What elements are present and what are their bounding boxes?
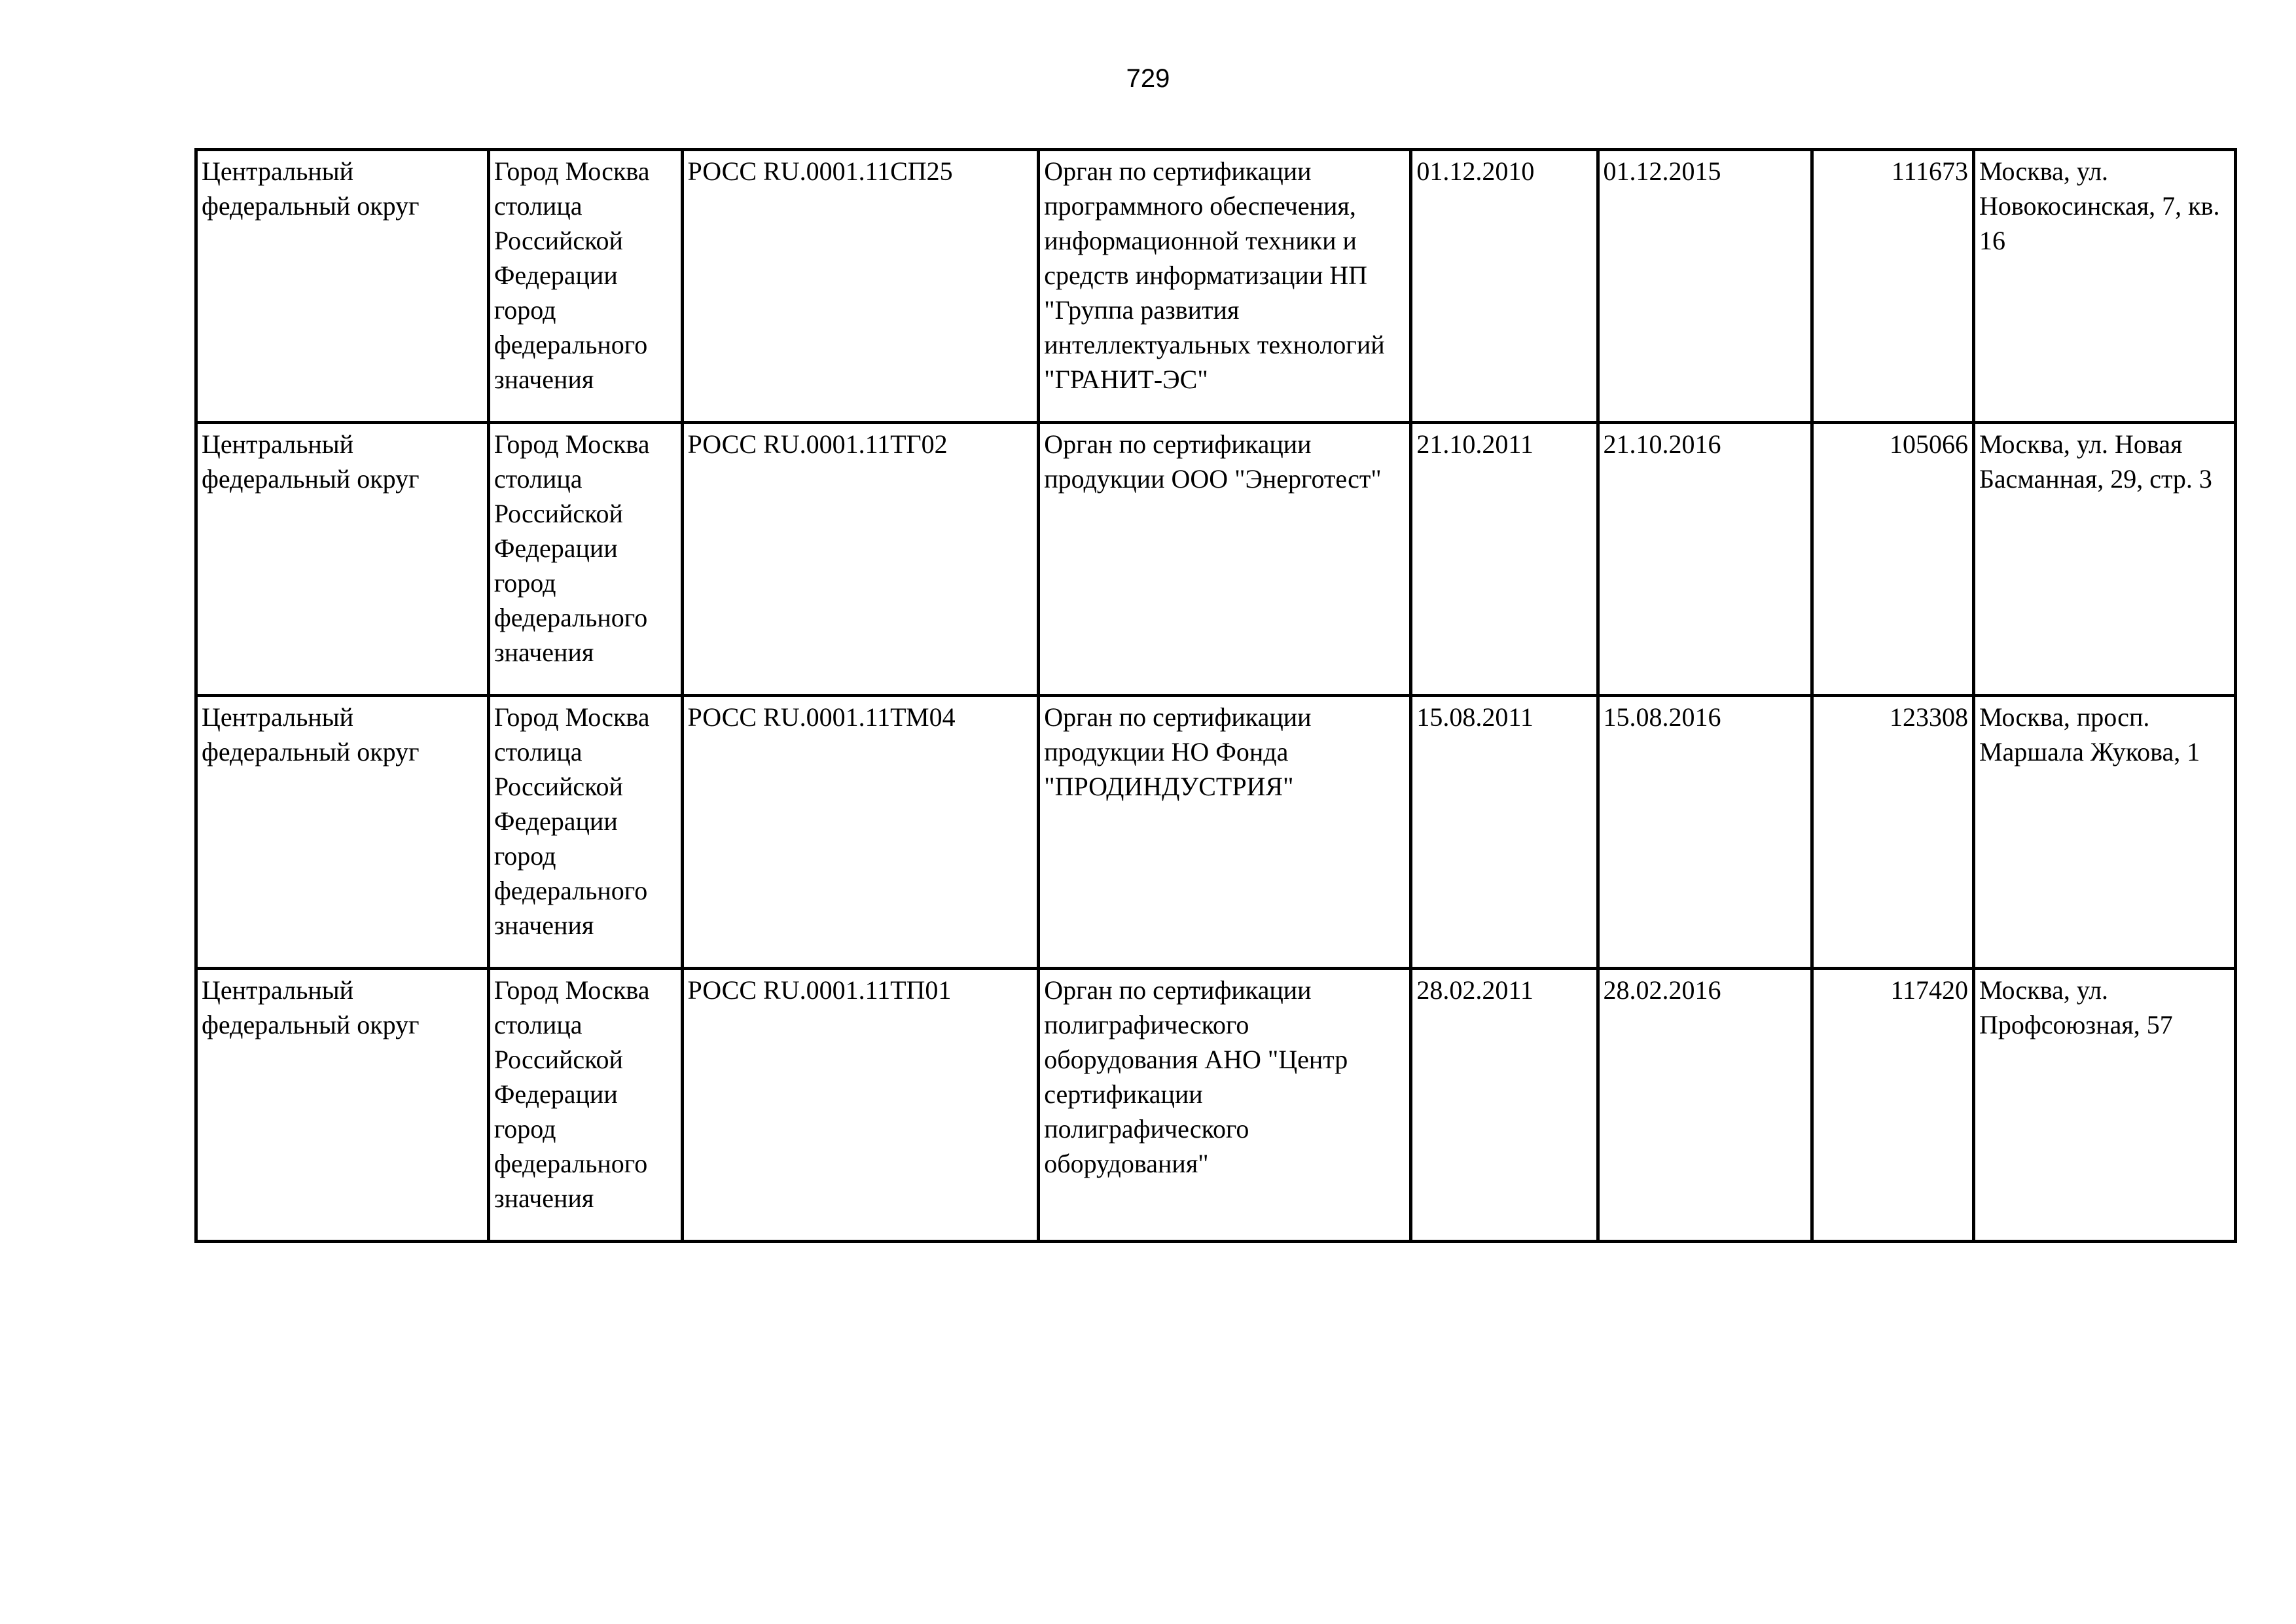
region-cell: Город Москва столица Российской Федерации город федерального значения — [488, 969, 682, 1242]
postal-index-cell: 111673 — [1812, 150, 1974, 423]
district-cell: Центральный федеральный округ — [196, 969, 489, 1242]
address-cell: Москва, ул. Новая Басманная, 29, стр. 3 — [1973, 423, 2235, 696]
region-cell: Город Москва столица Российской Федерации город федерального значения — [488, 150, 682, 423]
organ-cell: Орган по сертификации полиграфического оборудования АНО "Центр сертификации полиграфического оборудования" — [1039, 969, 1411, 1242]
region-cell: Город Москва столица Российской Федерации город федерального значения — [488, 423, 682, 696]
date-from-cell: 28.02.2011 — [1411, 969, 1598, 1242]
reg-number-cell: РОСС RU.0001.11СП25 — [682, 150, 1039, 423]
postal-index-cell: 117420 — [1812, 969, 1974, 1242]
table-row — [196, 969, 2236, 1242]
date-to-cell: 28.02.2016 — [1598, 969, 1812, 1242]
certification-bodies-table — [194, 148, 2237, 1243]
address-cell: Москва, ул. Профсоюзная, 57 — [1973, 969, 2235, 1242]
date-from-cell: 21.10.2011 — [1411, 423, 1598, 696]
address-cell: Москва, просп. Маршала Жукова, 1 — [1973, 696, 2235, 969]
organ-cell: Орган по сертификации продукции НО Фонда "ПРОДИНДУСТРИЯ" — [1039, 696, 1411, 969]
address-cell: Москва, ул. Новокосинская, 7, кв. 16 — [1973, 150, 2235, 423]
date-from-cell: 15.08.2011 — [1411, 696, 1598, 969]
page-number: 729 — [1126, 64, 1170, 93]
postal-index-cell: 105066 — [1812, 423, 1974, 696]
date-from-cell: 01.12.2010 — [1411, 150, 1598, 423]
organ-cell: Орган по сертификации продукции ООО "Энерготест" — [1039, 423, 1411, 696]
organ-cell: Орган по сертификации программного обеспечения, информационной техники и средств информатизации НП "Группа развития интеллектуальных технологий "ГРАНИТ-ЭС" — [1039, 150, 1411, 423]
table-row — [196, 696, 2236, 969]
district-cell: Центральный федеральный округ — [196, 150, 489, 423]
table-row — [196, 423, 2236, 696]
date-to-cell: 21.10.2016 — [1598, 423, 1812, 696]
district-cell: Центральный федеральный округ — [196, 423, 489, 696]
reg-number-cell: РОСС RU.0001.11ТМ04 — [682, 696, 1039, 969]
region-cell: Город Москва столица Российской Федерации город федерального значения — [488, 696, 682, 969]
date-to-cell: 01.12.2015 — [1598, 150, 1812, 423]
date-to-cell: 15.08.2016 — [1598, 696, 1812, 969]
postal-index-cell: 123308 — [1812, 696, 1974, 969]
table-row — [196, 150, 2236, 423]
reg-number-cell: РОСС RU.0001.11ТГ02 — [682, 423, 1039, 696]
reg-number-cell: РОСС RU.0001.11ТП01 — [682, 969, 1039, 1242]
district-cell: Центральный федеральный округ — [196, 696, 489, 969]
